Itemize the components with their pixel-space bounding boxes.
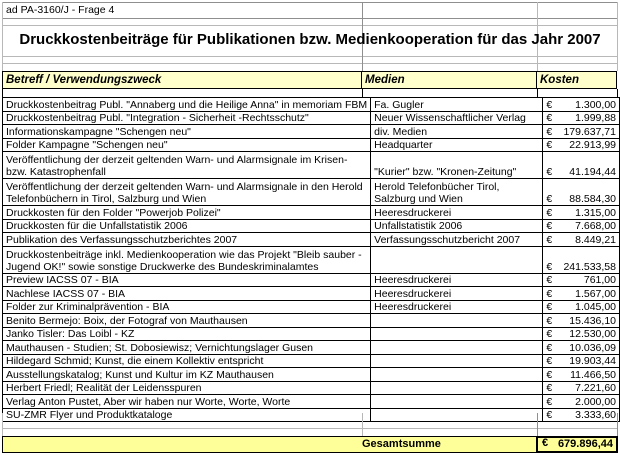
cost-value: 179.637,71 [563,125,616,138]
cell-medien [371,395,543,409]
cell-kosten [543,381,620,395]
currency-symbol: € [546,395,553,408]
table-row [3,273,620,287]
currency-symbol: € [546,355,553,367]
page-title: Druckkostenbeiträge für Publikationen bzw. Medienkooperation für das Jahr 2007 [19,31,601,48]
cell-kosten [543,219,620,233]
cell-kosten [543,179,620,206]
currency-symbol: € [546,206,553,219]
currency-symbol: € [546,125,553,138]
table-row [3,381,620,395]
column-header-betreff: Betreff / Verwendungszweck [2,71,362,89]
cell-medien: Verfassungsschutzbericht 2007 [371,233,543,247]
cell-betreff: Nachlese IACSS 07 - BIA [3,287,371,301]
cell-kosten [543,314,620,328]
total-value: 679.896,44 [557,438,613,450]
column-header-medien: Medien [361,71,537,89]
total-kosten-cell [536,436,618,453]
cell-betreff: Janko Tisler: Das Loibl - KZ [3,327,371,341]
currency-symbol: € [546,260,553,273]
currency-symbol: € [546,220,553,232]
cell-betreff: Veröffentlichung der derzeit geltenden Warn- und Alarmsignale in den Herold Telefonbüchern in Tirol, Salzburg und Wien [3,179,371,206]
currency-symbol: € [546,341,553,354]
cell-betreff: Druckkostenbeiträge inkl. Medienkooperation wie das Projekt "Bleib sauber - Jugend OK!" sowie sonstige Druckwerke des Bundeskriminalamtes [3,246,371,273]
currency-symbol: € [546,139,553,151]
table-row [3,233,620,247]
currency-symbol: € [546,233,553,246]
cell-betreff: Informationskampagne "Schengen neu" [3,125,371,139]
cell-medien: "Kurier" bzw. "Kronen-Zeitung" [371,152,543,179]
cell-kosten [543,152,620,179]
cell-kosten [543,300,620,314]
spacer-border [2,89,3,97]
cost-value: 3.333,60 [575,409,616,421]
cell-medien [371,368,543,382]
cell-kosten [543,395,620,409]
gridline [2,63,618,64]
cell-betreff: Druckkostenbeitrag Publ. "Integration - Sicherheit -Rechtsschutz" [3,111,371,125]
cost-value: 2.000,00 [575,395,616,408]
currency-symbol: € [546,166,553,178]
gridline [2,413,3,436]
cell-betreff: Druckkostenbeitrag Publ. "Annaberg und die Heilige Anna" in memoriam FBM [3,98,371,112]
cost-value: 12.530,00 [569,328,616,340]
table-row [3,152,620,179]
cell-kosten [543,354,620,368]
currency-symbol: € [546,368,553,381]
cell-medien: Heeresdruckerei [371,287,543,301]
currency-symbol: € [546,409,553,421]
cell-medien: Fa. Gugler [371,98,543,112]
cell-medien [371,408,543,422]
cell-kosten [543,111,620,125]
gridline [617,413,618,436]
cell-kosten [543,138,620,152]
gridline [2,25,618,26]
cell-kosten [543,206,620,220]
cell-betreff: Druckkosten für die Unfallstatistik 2006 [3,219,371,233]
currency-symbol: € [542,437,549,449]
reference-cell: ad PA-3160/J - Frage 4 [6,4,115,16]
currency-symbol: € [546,112,553,124]
table-row [3,287,620,301]
table-row [3,368,620,382]
cost-value: 1.300,00 [575,98,616,111]
cell-betreff: Mauthausen - Studien; St. Dobosiewisz; Vernichtungslager Gusen [3,341,371,355]
total-label-cell [2,436,537,453]
cost-value: 1.045,00 [575,301,616,313]
cell-medien: Herold Telefonbücher Tirol, Salzburg und Wien [371,179,543,206]
table-row [3,98,620,112]
cost-value: 1.999,88 [575,112,616,124]
cost-value: 19.903,44 [569,355,616,367]
gridline [537,413,538,436]
cell-kosten [543,273,620,287]
cost-value: 10.036,09 [569,341,616,354]
cell-betreff: Hildegard Schmid; Kunst, die einem Kollektiv entspricht [3,354,371,368]
cell-betreff: Publikation des Verfassungsschutzberichtes 2007 [3,233,371,247]
table-row [3,300,620,314]
cell-medien: Heeresdruckerei [371,206,543,220]
table-row [3,408,620,422]
column-header-kosten: Kosten [536,71,617,89]
cost-value: 1.567,00 [575,287,616,300]
cell-betreff: Ausstellungskatalog; Kunst und Kultur im KZ Mauthausen [3,368,371,382]
cell-kosten [543,287,620,301]
table-row [3,327,620,341]
cell-kosten [543,233,620,247]
currency-symbol: € [546,193,553,205]
cost-value: 15.436,10 [569,314,616,327]
cell-betreff: Veröffentlichung der derzeit geltenden Warn- und Alarmsignale im Krisen- bzw. Katastrophenfall [3,152,371,179]
spacer-border [362,89,363,97]
table-row [3,354,620,368]
cell-kosten [543,408,620,422]
cost-value: 7.221,60 [575,382,616,394]
cost-value: 7.668,00 [575,220,616,232]
cell-kosten [543,125,620,139]
spacer-border [537,89,538,97]
cost-value: 11.466,50 [570,368,616,381]
cell-betreff: Folder Kampagne "Schengen neu" [3,138,371,152]
currency-symbol: € [546,382,553,394]
total-label: Gesamtsumme [362,438,441,450]
gridline [2,428,618,429]
cell-medien: div. Medien [371,125,543,139]
table-row [3,219,620,233]
table-row [3,246,620,273]
cell-betreff: Benito Bermejo: Boix, der Fotograf von Mauthausen [3,314,371,328]
cost-value: 22.913,99 [569,139,616,151]
currency-symbol: € [546,98,553,111]
cell-betreff: SU-ZMR Flyer und Produktkataloge [3,408,371,422]
currency-symbol: € [546,328,553,340]
cost-value: 88.584,30 [569,193,616,205]
gridline [2,2,618,3]
cost-value: 41.194,44 [569,166,616,178]
cell-medien [371,246,543,273]
cell-medien [371,314,543,328]
cell-betreff: Preview IACSS 07 - BIA [3,273,371,287]
cell-medien: Heeresdruckerei [371,273,543,287]
currency-symbol: € [546,314,553,327]
table-row [3,125,620,139]
cell-betreff: Druckkosten für den Folder "Powerjob Polizei" [3,206,371,220]
cell-medien: Headquarter [371,138,543,152]
cell-medien [371,354,543,368]
currency-symbol: € [546,287,553,300]
cell-kosten [543,327,620,341]
cell-kosten [543,368,620,382]
table-row [3,138,620,152]
cell-medien: Unfallstatistik 2006 [371,219,543,233]
total-row [2,436,618,453]
table-row [3,395,620,409]
cell-medien: Heeresdruckerei [371,300,543,314]
cost-value: 1.315,00 [575,206,616,219]
cost-value: 761,00 [583,274,616,286]
gridline [2,56,618,57]
cost-table [2,97,620,422]
gridline [2,18,618,19]
cell-betreff: Folder zur Kriminalprävention - BIA [3,300,371,314]
table-header-row [2,71,617,89]
currency-symbol: € [546,301,553,313]
table-row [3,206,620,220]
cell-kosten [543,246,620,273]
cell-betreff: Herbert Friedl; Realität der Leidensspuren [3,381,371,395]
cell-kosten [543,98,620,112]
cell-medien [371,341,543,355]
cost-table-body [3,98,620,422]
cost-value: 8.449,21 [575,233,616,246]
cell-kosten [543,341,620,355]
cell-medien [371,381,543,395]
cell-betreff: Verlag Anton Pustet, Aber wir haben nur Worte, Worte, Worte [3,395,371,409]
table-row [3,341,620,355]
table-row [3,179,620,206]
currency-symbol: € [546,274,553,286]
cell-medien: Neuer Wissenschaftlicher Verlag [371,111,543,125]
cell-medien [371,327,543,341]
gridline [362,413,363,436]
cost-value: 241.533,58 [563,260,616,273]
spacer-border [617,89,618,97]
table-row [3,314,620,328]
table-row [3,111,620,125]
